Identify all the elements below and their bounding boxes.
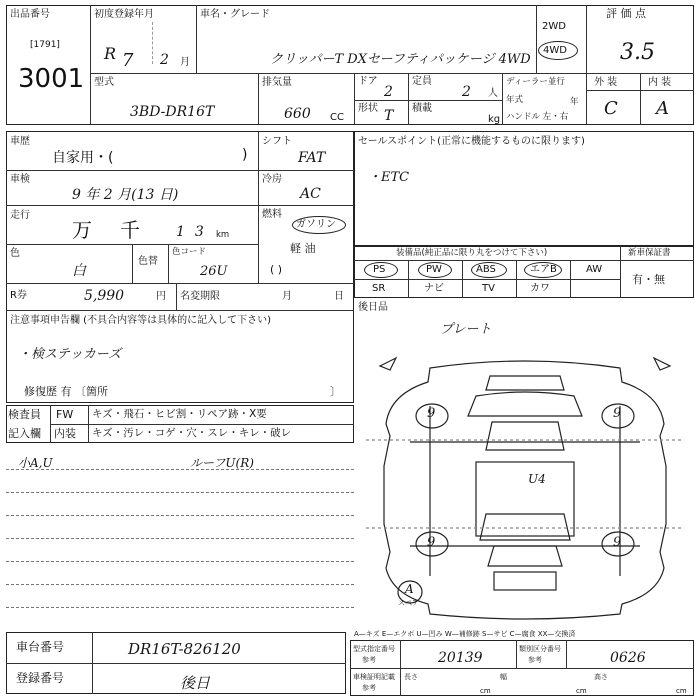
lot-sub: [1791] [30, 40, 60, 50]
equipment-label: 装備品(純正品に限り丸をつけて下さい) [396, 248, 548, 258]
exterior-label: 外 装 [594, 77, 618, 88]
fuel-other: ( ) [270, 263, 283, 276]
dealer-label: ディーラー並行 [506, 77, 565, 87]
tire-mark-fl: 9 [427, 406, 436, 421]
interior-value: A [656, 98, 669, 119]
equip-navi: ナビ [424, 283, 444, 294]
info-block [6, 131, 354, 403]
ac-value: AC [300, 186, 321, 202]
displacement-value: 660 [284, 106, 311, 122]
width-label: 幅 [500, 673, 507, 681]
score-value: 3.5 [620, 40, 655, 65]
name-change-month: 月 [282, 291, 292, 302]
drive-4wd: 4WD [543, 45, 567, 56]
equip-aw: AW [586, 264, 603, 275]
load-label: 積載 [412, 103, 432, 114]
score-label: 評 価 点 [606, 7, 646, 20]
year-unit: 年 [570, 97, 579, 107]
notes-value: ・検ステッカーズ [18, 347, 122, 362]
cc-unit: CC [330, 112, 344, 123]
mileage-man: 万 [72, 218, 92, 242]
first-reg-month: 2 [160, 52, 169, 68]
model-cert-value: 20139 [438, 650, 483, 666]
cert-sanko: 参考 [362, 684, 376, 692]
inspector-label-1: 検査員 [8, 408, 41, 421]
cert-label: 車検証明記載 [353, 673, 395, 681]
int-text: キズ・汚レ・コゲ・穴・スレ・キレ・破レ [92, 427, 292, 439]
mileage-sen: 千 [120, 218, 140, 242]
equip-abs: ABS [476, 264, 496, 275]
lot-label: 出品番号 [10, 9, 50, 20]
history-value: 自家用・( [52, 150, 114, 166]
mileage-value: 13 [176, 224, 214, 240]
color-label: 色 [10, 248, 20, 259]
equip-sr: SR [372, 283, 386, 294]
lot-number: 3001 [18, 64, 85, 94]
rear-value: プレート [440, 322, 492, 337]
kg-unit: kg [488, 114, 501, 125]
inspection-value: 9 年 2 月(13 日) [72, 187, 179, 203]
diagram-mark-u4: U4 [528, 472, 546, 486]
chassis-value: DR16T-826120 [128, 640, 241, 658]
sales-value: ・ETC [368, 170, 410, 185]
shift-value: FAT [298, 150, 326, 166]
equip-airbag: エアB [530, 264, 557, 275]
shape-label: 形状 [358, 103, 378, 114]
doors-label: ドア [358, 76, 378, 87]
mileage-label: 走行 [10, 210, 30, 221]
warranty-value: 有・無 [632, 273, 665, 286]
spare-mark: A [405, 582, 414, 596]
interior-label: 内 装 [648, 77, 672, 88]
fw-label: FW [56, 408, 74, 421]
km-unit: km [216, 230, 230, 240]
category-sanko: 参考 [528, 656, 542, 664]
history-close: ) [242, 147, 248, 163]
first-reg-month-unit: 月 [180, 57, 190, 68]
rear-label: 後日品 [358, 302, 388, 313]
tire-mark-fr: 9 [613, 406, 622, 421]
fuel-diesel: 軽 油 [290, 242, 316, 255]
int-label: 内装 [54, 427, 76, 440]
legend: A—キズ E—エクボ U—凹み W—補修跡 S—サビ C—腐食 XX—交換済 [354, 630, 576, 638]
notes-label: 注意事項申告欄 (不具合内容等は具体的に記入して下さい) [10, 315, 271, 326]
sales-label: セールスポイント(正常に機能するものに限ります) [358, 136, 585, 147]
repair-label: 修復歴 有 〔箇所 [24, 385, 108, 398]
car-diagram [360, 346, 690, 622]
first-reg-era: R [104, 44, 117, 63]
name-label: 車名・グレード [200, 9, 270, 20]
ac-label: 冷房 [262, 174, 282, 185]
height-label: 高さ [594, 673, 608, 681]
height-cm: cm [676, 687, 687, 695]
model-label: 型式 [94, 77, 114, 88]
capacity-value: 2 [462, 84, 471, 100]
person-unit: 人 [488, 88, 498, 99]
reg-value: 後日 [180, 674, 211, 692]
displacement-label: 排気量 [262, 77, 292, 88]
spare-label: スペア [398, 599, 419, 607]
color-no-value: 26U [200, 264, 228, 279]
equip-pw: PW [426, 264, 442, 275]
exterior-value: C [604, 98, 618, 119]
capacity-label: 定員 [412, 76, 432, 87]
first-reg-label: 初度登録年月 [94, 9, 154, 20]
inspector-label-2: 記入欄 [8, 427, 41, 440]
history-label: 車歴 [10, 136, 30, 147]
year-label: 年式 [506, 95, 524, 105]
sales-block [354, 131, 694, 246]
first-reg-year: 7 [122, 50, 134, 71]
doors-value: 2 [384, 84, 393, 100]
inspection-label: 車検 [10, 174, 30, 185]
repaint-label: 色替 [138, 256, 158, 267]
color-no-label: 色コード [172, 247, 207, 257]
inspector-note-1: 小A,U [18, 456, 53, 470]
chassis-label: 車台番号 [16, 640, 65, 654]
recycle-label: R券 [10, 290, 27, 301]
name-change-day: 日 [334, 291, 344, 302]
model-cert-sanko: 参考 [362, 656, 376, 664]
category-label: 類別区分番号 [519, 645, 561, 653]
equip-tv: TV [482, 283, 495, 294]
length-cm: cm [480, 687, 491, 695]
handle-label: ハンドル 左・右 [506, 112, 569, 122]
length-label: 長さ [404, 673, 418, 681]
shape-value: T [384, 108, 394, 124]
warranty-label: 新車保証書 [628, 248, 671, 258]
repair-close: 〕 [330, 385, 341, 398]
reg-label: 登録番号 [16, 671, 65, 685]
fuel-gasoline: ガソリン [296, 219, 336, 230]
tire-mark-rl: 9 [427, 535, 436, 550]
model-value: 3BD-DR16T [130, 104, 215, 120]
shift-label: シフト [262, 136, 292, 147]
fw-text: キズ・飛石・ヒビ割・リペア跡・X要 [92, 408, 267, 420]
model-cert-label: 型式指定番号 [353, 645, 395, 653]
color-value: 白 [72, 263, 86, 279]
fuel-label: 燃料 [262, 209, 282, 220]
equip-leather: カワ [530, 283, 550, 294]
recycle-value: 5,990 [84, 288, 125, 304]
drive-2wd: 2WD [542, 21, 566, 32]
category-value: 0626 [610, 650, 646, 666]
equip-ps: PS [373, 264, 386, 275]
name-value: クリッパーT DXセーフティパッケージ 4WD [270, 52, 531, 67]
inspector-note-2: ルーフU(R) [190, 456, 254, 470]
width-cm: cm [576, 687, 587, 695]
yen-unit: 円 [156, 291, 166, 302]
name-change-label: 名変期限 [180, 291, 220, 302]
tire-mark-rr: 9 [613, 535, 622, 550]
